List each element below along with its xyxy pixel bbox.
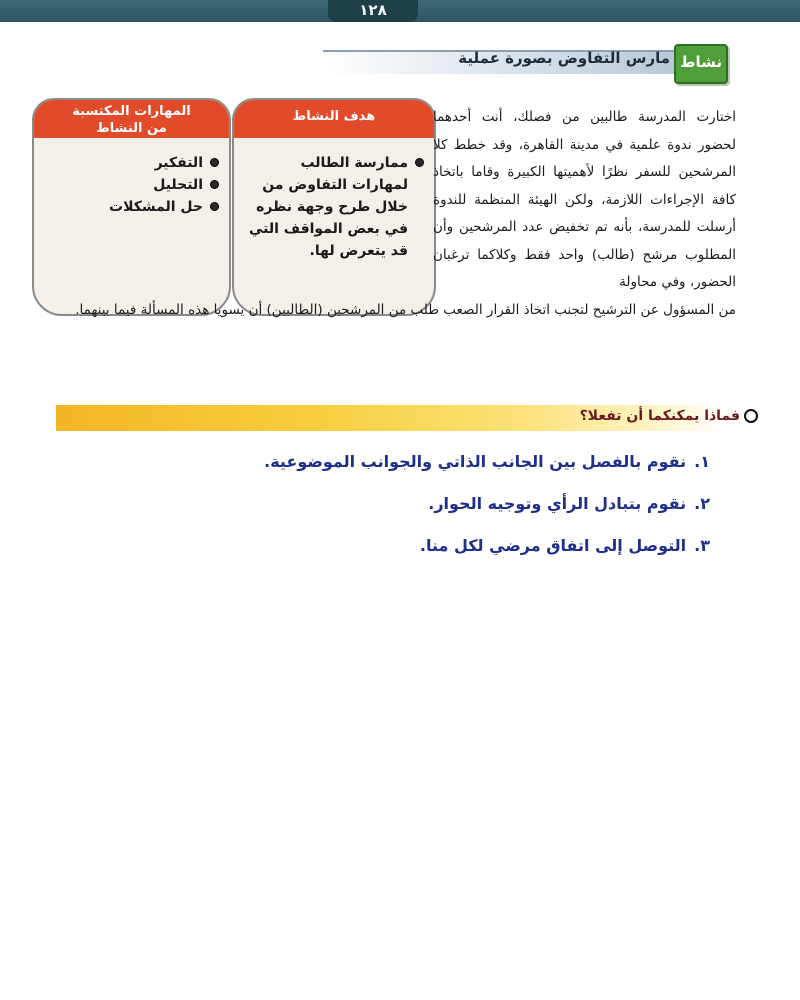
bullet-icon bbox=[210, 202, 219, 211]
answer-number: ٢. bbox=[694, 494, 710, 513]
question bbox=[580, 408, 740, 424]
circle-bullet-icon bbox=[744, 409, 758, 423]
page-number: ١٢٨ bbox=[328, 0, 418, 22]
story-paragraph-continued: من المسؤول عن الترشيح لتجنب اتخاذ القرار الصعب طلب من المرشحين (الطالبين) أن يسويا هذه المسألة فيما بينهما. bbox=[75, 301, 736, 318]
skills-title-line2: من النشاط bbox=[96, 121, 167, 136]
answer-item bbox=[264, 536, 710, 555]
goal-box-title: هدف النشاط bbox=[234, 100, 434, 138]
question-text: فماذا يمكنكما أن تفعلا؟ bbox=[579, 408, 740, 424]
goal-text-content: ممارسة الطالب لمهارات التفاوض من خلال طرح وجهة نظره في بعض المواقف التي قد يتعرض لها. bbox=[248, 155, 408, 259]
answers-list bbox=[264, 452, 710, 578]
skill-item bbox=[42, 174, 219, 196]
skill-item bbox=[42, 196, 219, 218]
bullet-icon bbox=[210, 158, 219, 167]
story-paragraph: اختارت المدرسة طالبين من فصلك، أنت أحدهما لحضور ندوة علمية في مدينة القاهرة، وقد خطط كلا المرشحين للسفر نظرًا لأهميتها الكبيرة وقاما باتخاذ كافة الإجراءات اللازمة، ولكن الهيئة المنظمة للندوة أرسلت للمدرسة، بأنه تم تخفيض عدد المرشحين وأن المطلوب مرشح (طالب) واحد فقط وكلاكما ترغبان الحضور، وفي محاولة bbox=[433, 109, 736, 290]
activity-title: مارس التفاوض بصورة عملية bbox=[458, 49, 670, 67]
answer-text: نقوم بتبادل الرأي وتوجيه الحوار. bbox=[428, 494, 687, 513]
skills-box-title bbox=[34, 100, 229, 138]
bullet-icon bbox=[210, 180, 219, 189]
activity-header bbox=[318, 44, 728, 78]
skills-list bbox=[42, 152, 219, 218]
skill-label: حل المشكلات bbox=[109, 199, 203, 215]
answer-item bbox=[264, 452, 710, 471]
skill-label: التحليل bbox=[153, 177, 203, 193]
skills-title-line1: المهارات المكتسبة bbox=[72, 104, 191, 119]
skill-label: التفكير bbox=[154, 155, 203, 171]
skill-item bbox=[42, 152, 219, 174]
answer-number: ١. bbox=[694, 452, 710, 471]
skills-box bbox=[32, 98, 231, 316]
answer-number: ٣. bbox=[694, 536, 710, 555]
activity-badge: نشاط bbox=[674, 44, 728, 84]
answer-text: التوصل إلى اتفاق مرضي لكل منا. bbox=[419, 536, 687, 555]
answer-item bbox=[264, 494, 710, 513]
answer-text: نقوم بالفصل بين الجانب الذاتي والجوانب الموضوعية. bbox=[264, 452, 687, 471]
